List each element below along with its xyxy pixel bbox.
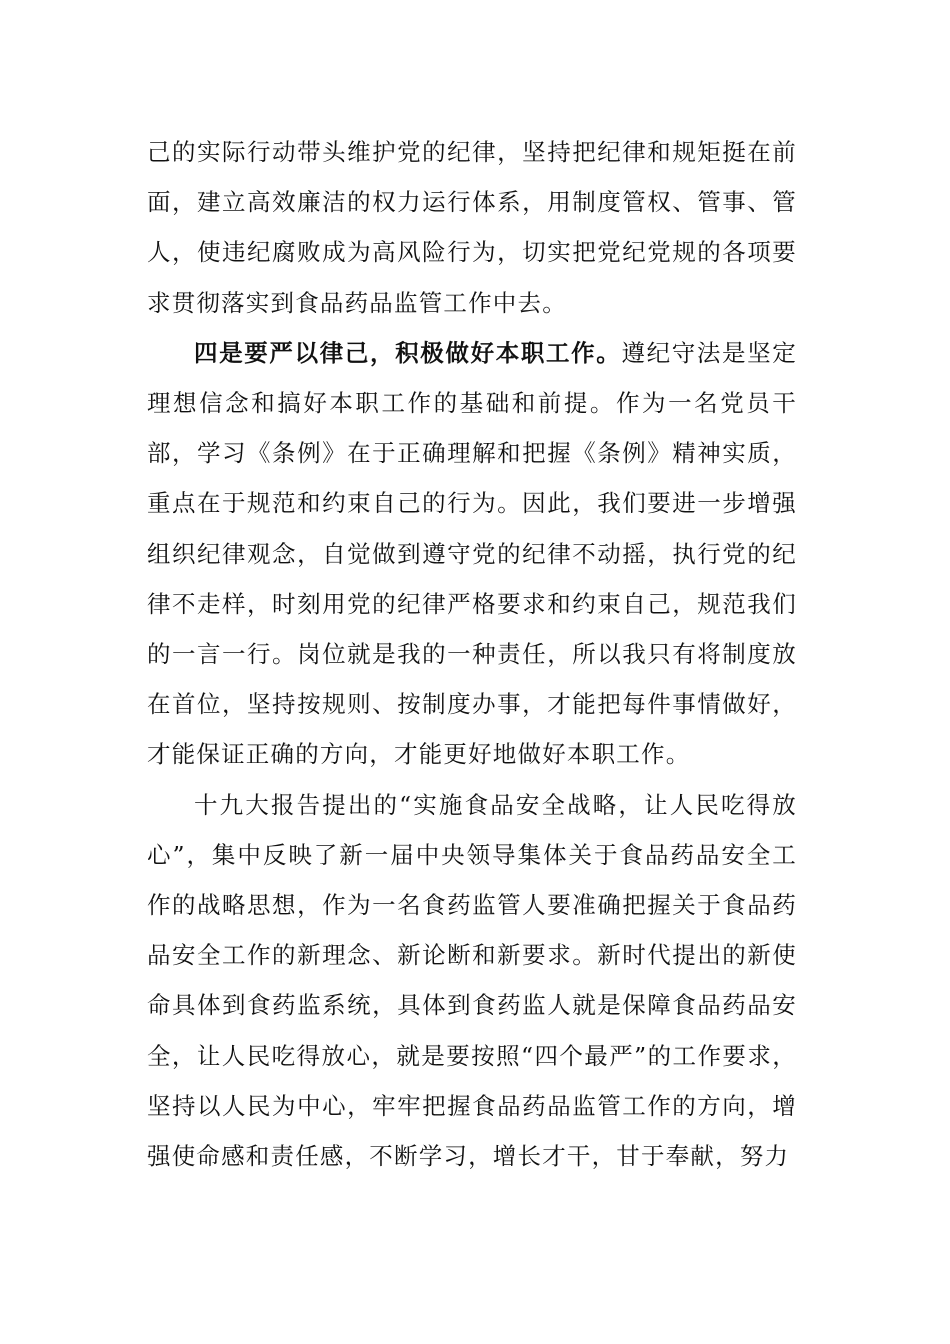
paragraph-text: 遵纪守法是坚定理想信念和搞好本职工作的基础和前提。作为一名党员干部，学习《条例》在于正确理解和把握《条例》精神实质，重点在于规范和约束自己的行为。因此，我们要进一步增强组织纪律观念，自觉做到遵守党的纪律不动摇，执行党的纪律不走样，时刻用党的纪律严格要求和约束自己，规范我们的一言一行。岗位就是我的一种责任，所以我只有将制度放在首位，坚持按规则、按制度办事，才能把每件事情做好，才能保证正确的方向，才能更好地做好本职工作。 — [147, 338, 797, 769]
paragraph-text: 十九大报告提出的“实施食品安全战略，让人民吃得放心”，集中反映了新一届中央领导集体关于食品药品安全工作的战略思想，作为一名食药监管人要准确把握关于食品药品安全工作的新理念、新论断和新要求。新时代提出的新使命具体到食药监系统，具体到食药监人就是保障食品药品安全，让人民吃得放心，就是要按照“四个最严”的工作要求，坚持以人民为中心，牢牢把握食品药品监管工作的方向，增强使命感和责任感，不断学习，增长才干，甘于奉献，努力 — [147, 790, 797, 1171]
paragraph-text: 己的实际行动带头维护党的纪律，坚持把纪律和规矩挺在前面，建立高效廉洁的权力运行体系，用制度管权、管事、管人，使违纪腐败成为高风险行为，切实把党纪党规的各项要求贯彻落实到食品药品监管工作中去。 — [147, 138, 797, 317]
paragraph-point-four — [147, 328, 797, 780]
paragraph-continuation — [147, 127, 797, 328]
paragraph-nineteenth-congress — [147, 780, 797, 1182]
document-body — [147, 127, 797, 1181]
paragraph-lead-heading: 四是要严以律己，积极做好本职工作。 — [194, 338, 622, 367]
